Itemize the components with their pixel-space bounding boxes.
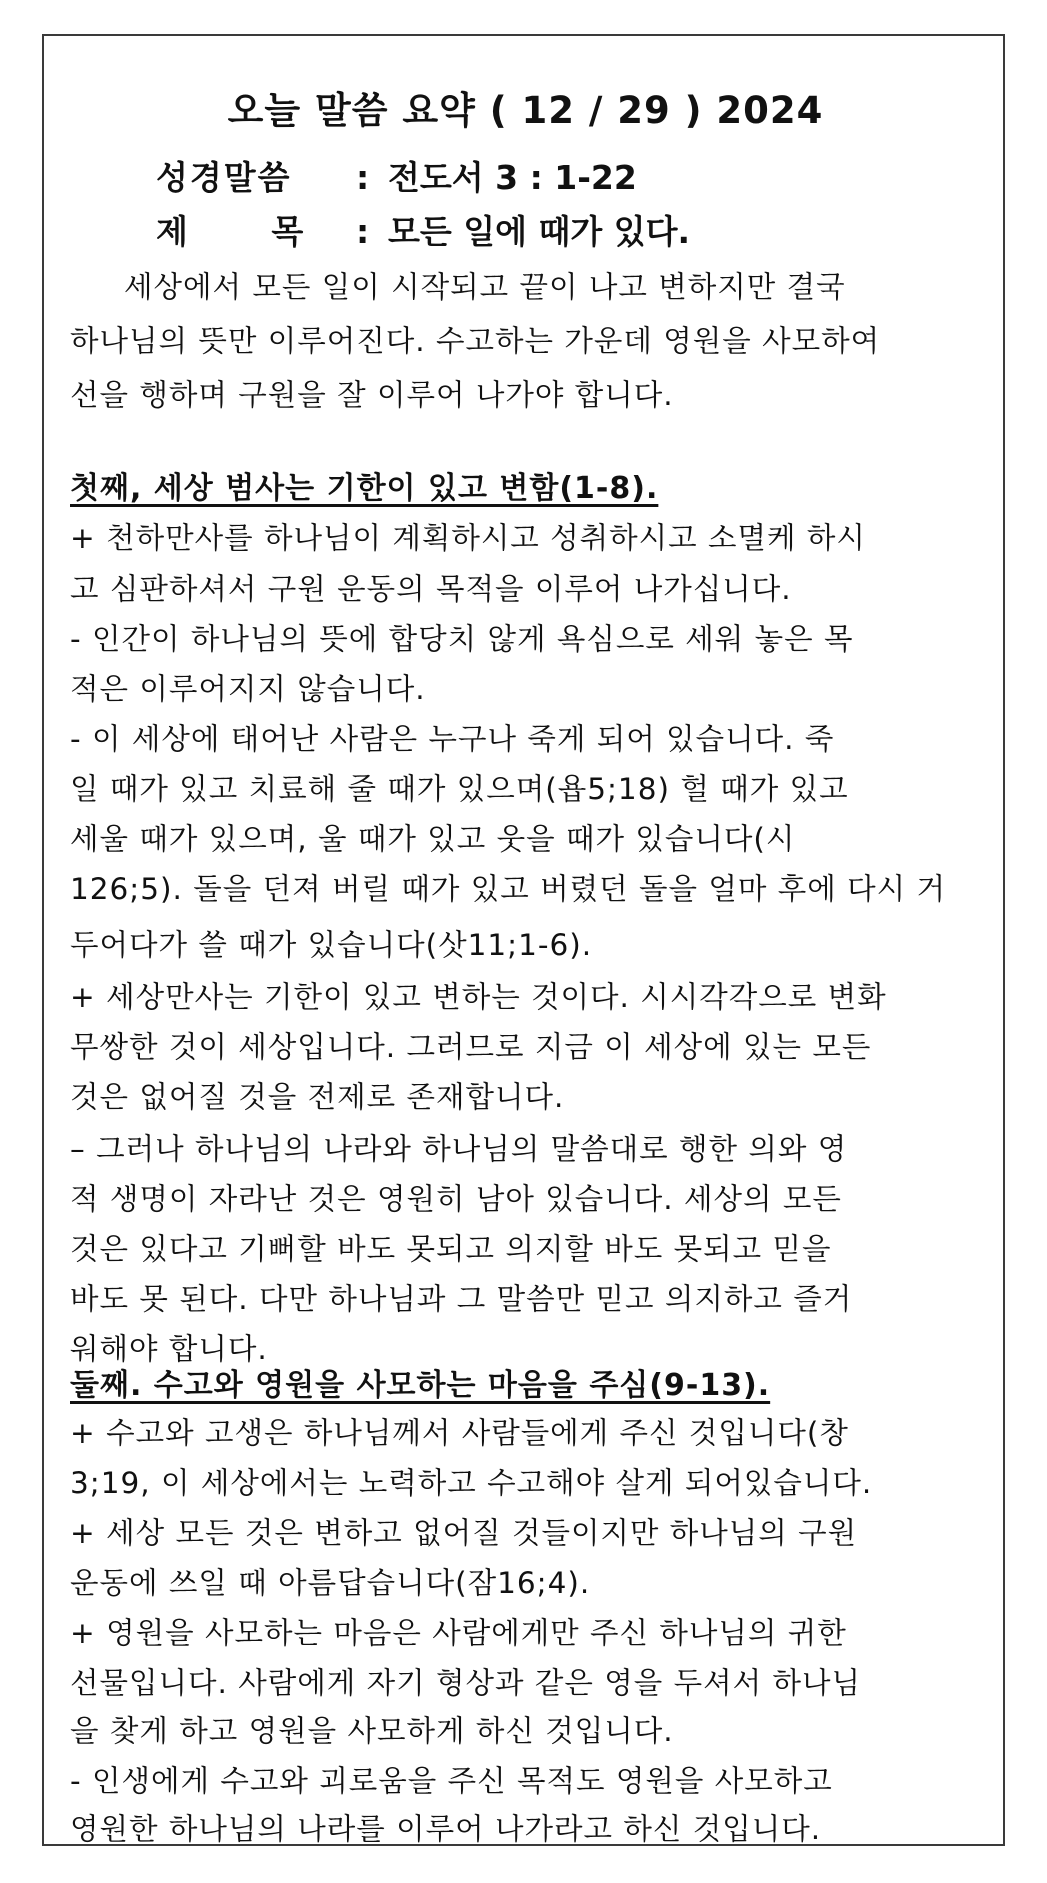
section2-line: + 영원을 사모하는 마음은 사람에게만 주신 하나님의 귀한 <box>70 1616 847 1650</box>
section1-line: 것은 있다고 기뻐할 바도 못되고 의지할 바도 못되고 믿을 <box>70 1232 832 1266</box>
section1-line: 무쌍한 것이 세상입니다. 그러므로 지금 이 세상에 있는 모든 <box>70 1030 872 1064</box>
section1-line: 고 심판하셔서 구원 운동의 목적을 이루어 나가십니다. <box>70 572 792 606</box>
section1-line: + 천하만사를 하나님이 계획하시고 성취하시고 소멸케 하시 <box>70 521 866 555</box>
intro-line: 하나님의 뜻만 이루어진다. 수고하는 가운데 영원을 사모하여 <box>70 324 881 358</box>
section1-line: – 그러나 하나님의 나라와 하나님의 말씀대로 행한 의와 영 <box>70 1132 848 1166</box>
section1-line: - 인간이 하나님의 뜻에 합당치 않게 욕심으로 세워 놓은 목 <box>70 622 854 656</box>
section1-line: 것은 없어질 것을 전제로 존재합니다. <box>70 1080 565 1114</box>
section-heading-first: 첫째, 세상 범사는 기한이 있고 변함(1-8). <box>70 471 659 506</box>
section1-line: 적 생명이 자라난 것은 영원히 남아 있습니다. 세상의 모든 <box>70 1182 842 1216</box>
section1-line: + 세상만사는 기한이 있고 변하는 것이다. 시시각각으로 변화 <box>70 980 887 1014</box>
topic-colon: : <box>356 212 370 251</box>
section-heading-second: 둘째. 수고와 영원을 사모하는 마음을 주심(9-13). <box>70 1368 771 1403</box>
section1-line: 두어다가 쓸 때가 있습니다(삿11;1-6). <box>70 928 593 962</box>
section2-line: + 수고와 고생은 하나님께서 사람들에게 주신 것입니다(창 <box>70 1416 849 1450</box>
section2-line: 영원한 하나님의 나라를 이루어 나가라고 하신 것입니다. <box>70 1812 822 1846</box>
scripture-row <box>156 152 637 199</box>
section1-line: - 이 세상에 태어난 사람은 누구나 죽게 되어 있습니다. 죽 <box>70 722 835 756</box>
section2-line: 을 찾게 하고 영원을 사모하게 하신 것입니다. <box>70 1714 674 1748</box>
section1-line: 바도 못 된다. 다만 하나님과 그 말씀만 믿고 의지하고 즐거 <box>70 1282 853 1316</box>
topic-row <box>156 206 690 253</box>
section1-line: 일 때가 있고 치료해 줄 때가 있으며(욥5;18) 헐 때가 있고 <box>70 772 849 806</box>
summary-frame <box>42 34 1005 1846</box>
intro-line: 선을 행하며 구원을 잘 이루어 나가야 합니다. <box>70 378 674 412</box>
page-title: 오늘 말씀 요약 ( 12 / 29 ) 2024 <box>227 89 824 132</box>
scripture-label: 성경말씀 <box>156 158 292 197</box>
section1-line: 세울 때가 있으며, 울 때가 있고 웃을 때가 있습니다(시 <box>70 822 796 856</box>
section2-line: 운동에 쓰일 때 아름답습니다(잠16;4). <box>70 1566 591 1600</box>
section1-line: 워해야 합니다. <box>70 1332 268 1366</box>
section1-line: 적은 이루어지지 않습니다. <box>70 672 426 706</box>
section2-line: - 인생에게 수고와 괴로움을 주신 목적도 영원을 사모하고 <box>70 1764 833 1798</box>
section2-line: 선물입니다. 사람에게 자기 형상과 같은 영을 두셔서 하나님 <box>70 1666 861 1700</box>
section1-line: 126;5). 돌을 던져 버릴 때가 있고 버렸던 돌을 얼마 후에 다시 거 <box>70 872 946 906</box>
scripture-colon: : <box>356 158 370 197</box>
scripture-value: 전도서 3 : 1-22 <box>388 158 637 197</box>
topic-label: 제 목 <box>156 212 340 251</box>
section2-line: 3;19, 이 세상에서는 노력하고 수고해야 살게 되어있습니다. <box>70 1466 873 1500</box>
section2-line: + 세상 모든 것은 변하고 없어질 것들이지만 하나님의 구원 <box>70 1516 858 1550</box>
intro-line: 세상에서 모든 일이 시작되고 끝이 나고 변하지만 결국 <box>124 270 846 304</box>
topic-value: 모든 일에 때가 있다. <box>388 212 691 251</box>
